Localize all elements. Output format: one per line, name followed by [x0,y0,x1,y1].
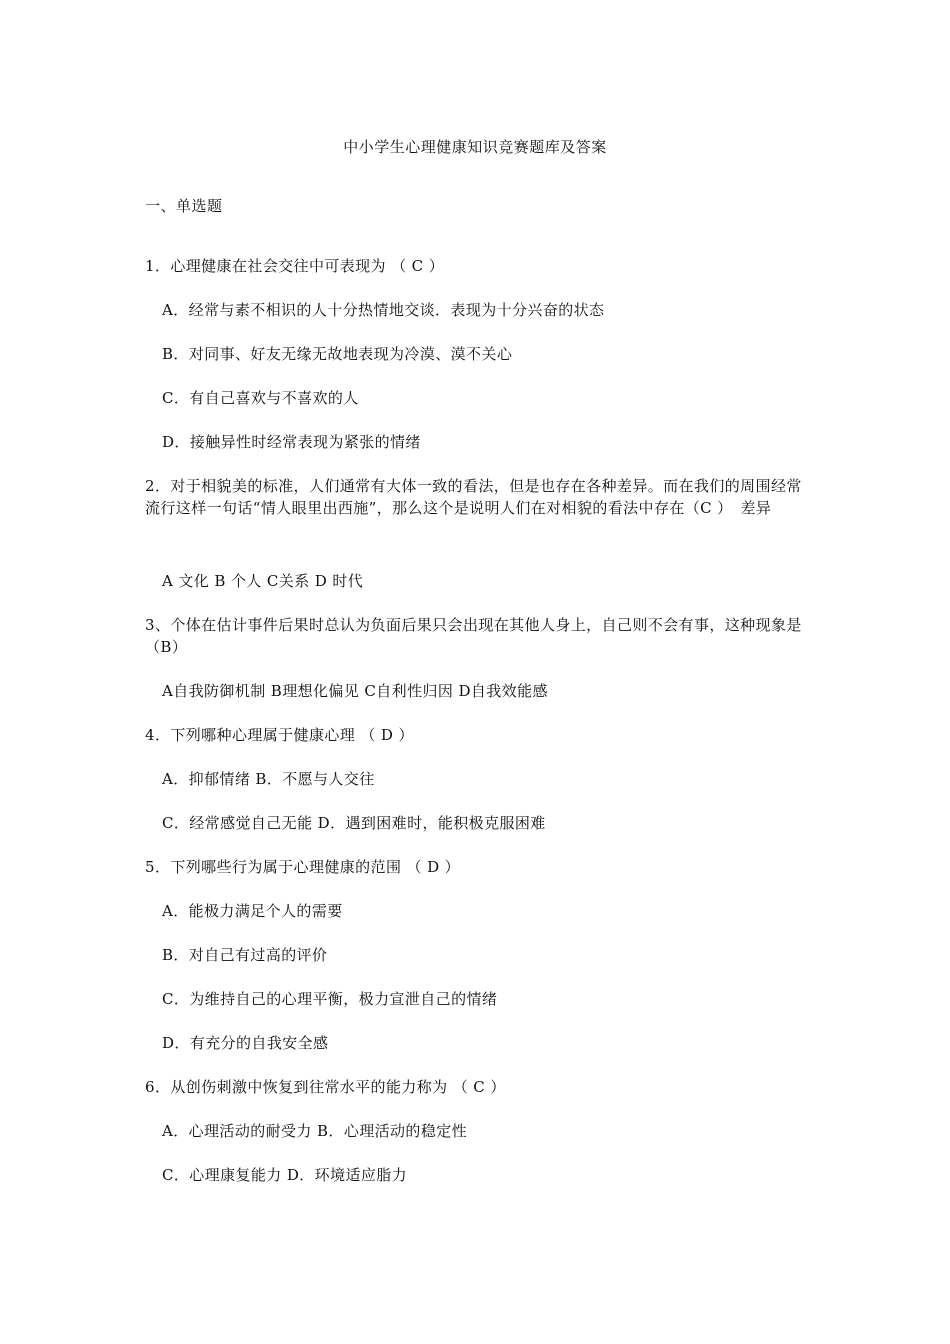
question-1-option-d: D．接触异性时经常表现为紧张的情绪 [162,433,421,451]
question-1-option-c: C．有自己喜欢与不喜欢的人 [162,389,359,407]
page-title: 中小学生心理健康知识竞赛题库及答案 [343,138,607,156]
question-1-stem: 1．心理健康在社会交往中可表现为 （ C ） [145,257,445,275]
question-1-option-b: B．对同事、好友无缘无故地表现为冷漠、漠不关心 [162,345,513,363]
question-2-stem: 2．对于相貌美的标准，人们通常有大体一致的看法，但是也存在各种差异。而在我们的周围经常流行这样一句话“情人眼里出西施”，那么这个是说明人们在对相貌的看法中存在（C ） 差异 [145,477,802,517]
question-5-option-c: C．为维持自己的心理平衡，极力宣泄自己的情绪 [162,990,498,1008]
question-4-stem: 4．下列哪种心理属于健康心理 （ D ） [145,726,414,744]
question-6-stem: 6．从创伤刺激中恢复到往常水平的能力称为 （ C ） [145,1078,506,1096]
question-5-stem: 5．下列哪些行为属于心理健康的范围 （ D ） [145,858,461,876]
question-3-options: A自我防御机制 B理想化偏见 C自利性归因 D自我效能感 [162,682,548,700]
question-4-options-ab: A．抑郁情绪 B．不愿与人交往 [162,770,375,788]
question-3-stem: 3、个体在估计事件后果时总认为负面后果只会出现在其他人身上，自己则不会有事，这种现象是（B） [145,616,802,656]
section-heading: 一、单选题 [145,197,223,215]
question-6-options-ab: A．心理活动的耐受力 B．心理活动的稳定性 [162,1122,468,1140]
question-4-options-cd: C．经常感觉自己无能 D．遇到困难时，能积极克服困难 [162,814,546,832]
question-2-options: A 文化 B 个人 C关系 D 时代 [162,572,364,590]
question-5-option-b: B．对自己有过高的评价 [162,946,328,964]
question-1-option-a: A．经常与素不相识的人十分热情地交谈．表现为十分兴奋的状态 [162,301,605,319]
question-5-option-a: A．能极力满足个人的需要 [162,902,343,920]
question-5-option-d: D．有充分的自我安全感 [162,1034,329,1052]
question-6-options-cd: C．心理康复能力 D．环境适应脂力 [162,1166,408,1184]
